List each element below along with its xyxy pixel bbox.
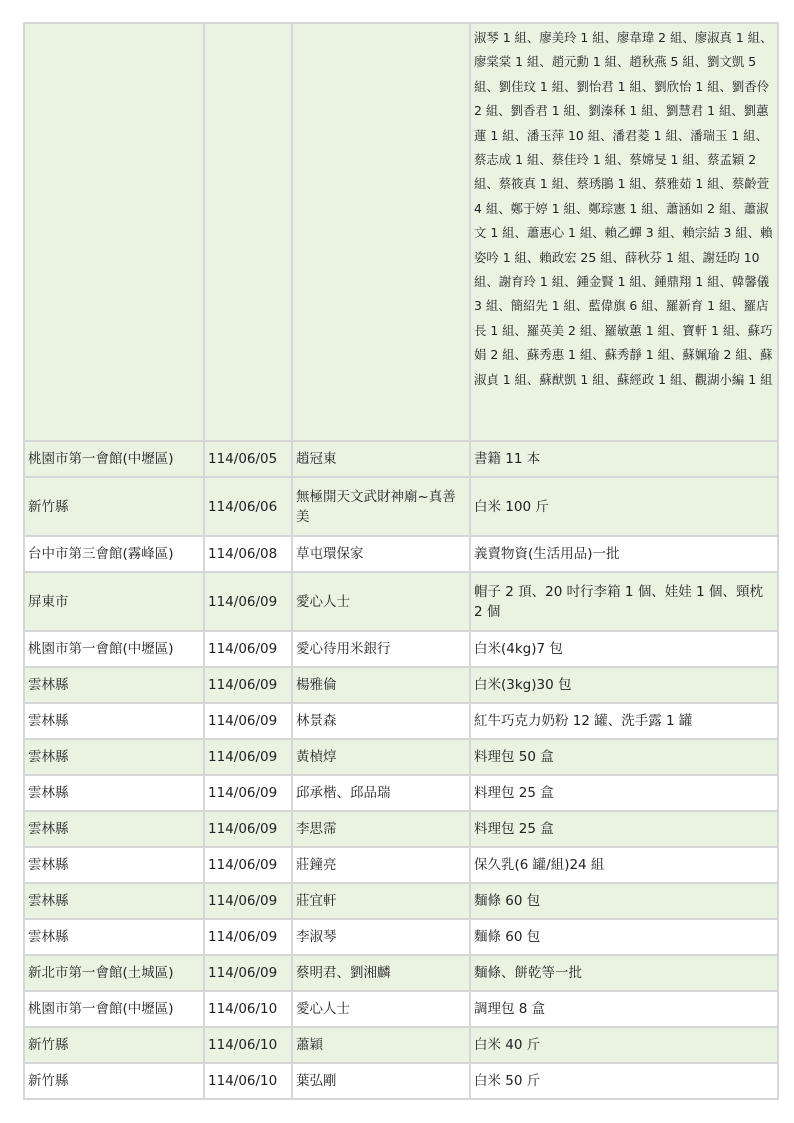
- table-row: [24, 955, 778, 991]
- date-cell: 114/06/09: [204, 955, 292, 991]
- date-cell: 114/06/09: [204, 739, 292, 775]
- donor-cell: 愛心人士: [292, 991, 470, 1027]
- items-cell: 義賣物資(生活用品)一批: [470, 536, 778, 572]
- table-row: [24, 991, 778, 1027]
- items-cell: 白米(3kg)30 包: [470, 667, 778, 703]
- donor-cell: [292, 23, 470, 441]
- location-cell: 雲林縣: [24, 667, 204, 703]
- donor-cell: 莊鐘亮: [292, 847, 470, 883]
- date-cell: 114/06/08: [204, 536, 292, 572]
- items-cell: 白米(4kg)7 包: [470, 631, 778, 667]
- location-cell: 雲林縣: [24, 883, 204, 919]
- donor-cell: 草屯環保家: [292, 536, 470, 572]
- location-cell: 雲林縣: [24, 847, 204, 883]
- items-cell: 料理包 50 盒: [470, 739, 778, 775]
- items-cell: 白米 50 斤: [470, 1063, 778, 1099]
- table-row: [24, 631, 778, 667]
- date-cell: 114/06/09: [204, 847, 292, 883]
- items-cell: 麵條 60 包: [470, 883, 778, 919]
- date-cell: 114/06/09: [204, 775, 292, 811]
- table-row: [24, 775, 778, 811]
- donor-cell: 邱承楷、邱品瑞: [292, 775, 470, 811]
- table-row: [24, 536, 778, 572]
- donor-cell: 黃楨焞: [292, 739, 470, 775]
- location-cell: 新竹縣: [24, 1063, 204, 1099]
- donor-cell: 趙冠東: [292, 441, 470, 477]
- location-cell: 屏東市: [24, 572, 204, 631]
- date-cell: 114/06/09: [204, 703, 292, 739]
- location-cell: [24, 23, 204, 441]
- location-cell: 桃園市第一會館(中壢區): [24, 441, 204, 477]
- table-row: [24, 1027, 778, 1063]
- donor-cell: 李淑琴: [292, 919, 470, 955]
- location-cell: 新竹縣: [24, 1027, 204, 1063]
- date-cell: 114/06/06: [204, 477, 292, 536]
- donor-cell: 林景森: [292, 703, 470, 739]
- table-row: [24, 667, 778, 703]
- donor-cell: 楊雅倫: [292, 667, 470, 703]
- items-cell: 調理包 8 盒: [470, 991, 778, 1027]
- location-cell: 雲林縣: [24, 775, 204, 811]
- table-row: [24, 739, 778, 775]
- items-cell: 麵條、餅乾等一批: [470, 955, 778, 991]
- date-cell: [204, 23, 292, 441]
- items-cell: 白米 100 斤: [470, 477, 778, 536]
- location-cell: 雲林縣: [24, 919, 204, 955]
- donor-cell: 莊宜軒: [292, 883, 470, 919]
- date-cell: 114/06/09: [204, 883, 292, 919]
- table-row: [24, 23, 778, 441]
- table-row: [24, 883, 778, 919]
- items-cell: 料理包 25 盒: [470, 811, 778, 847]
- table-row: [24, 572, 778, 631]
- table-row: [24, 441, 778, 477]
- items-cell: 紅牛巧克力奶粉 12 罐、洗手露 1 罐: [470, 703, 778, 739]
- date-cell: 114/06/10: [204, 1063, 292, 1099]
- location-cell: 新北市第一會館(土城區): [24, 955, 204, 991]
- table-row: [24, 703, 778, 739]
- date-cell: 114/06/09: [204, 667, 292, 703]
- items-cell: 保久乳(6 罐/組)24 組: [470, 847, 778, 883]
- items-cell: 白米 40 斤: [470, 1027, 778, 1063]
- location-cell: 新竹縣: [24, 477, 204, 536]
- items-cell: 麵條 60 包: [470, 919, 778, 955]
- date-cell: 114/06/09: [204, 572, 292, 631]
- location-cell: 桃園市第一會館(中壢區): [24, 631, 204, 667]
- donation-table-body: [24, 23, 778, 1099]
- date-cell: 114/06/09: [204, 919, 292, 955]
- items-cell: 料理包 25 盒: [470, 775, 778, 811]
- donation-table: [23, 22, 779, 1100]
- date-cell: 114/06/10: [204, 991, 292, 1027]
- table-row: [24, 811, 778, 847]
- location-cell: 雲林縣: [24, 811, 204, 847]
- donor-cell: 愛心待用米銀行: [292, 631, 470, 667]
- donor-cell: 蕭穎: [292, 1027, 470, 1063]
- donor-cell: 葉弘剛: [292, 1063, 470, 1099]
- items-cell: 淑琴 1 組、廖美玲 1 組、廖韋瑋 2 組、廖淑真 1 組、廖棠棠 1 組、趙元勳 1 組、趙秋燕 5 組、劉文凱 5 組、劉佳玟 1 組、劉怡君 1 組、劉欣怡 1 組、劉香伶 2 組、劉香君 1 組、劉溱秝 1 組、劉慧君 1 組、劉蕙蓮 1 組、潘玉萍 10 組、潘君菱 1 組、潘瑞玉 1 組、蔡志成 1 組、蔡佳玲 1 組、蔡嫦旻 1 組、蔡孟穎 2 組、蔡筱真 1 組、蔡琇鵑 1 組、蔡雅茹 1 組、蔡齡萱 4 組、鄭于婷 1 組、鄭琮憲 1 組、蕭涵如 2 組、蕭淑文 1 組、蕭惠心 1 組、賴乙蟬 3 組、賴宗結 3 組、賴姿吟 1 組、賴政宏 25 組、薛秋芬 1 組、謝廷昀 10 組、謝育玲 1 組、鍾金賢 1 組、鍾鼎翔 1 組、韓馨儀 3 組、簡紹先 1 組、藍偉旗 6 組、羅新育 1 組、羅店長 1 組、羅英美 2 組、羅敏蕙 1 組、寶軒 1 組、蘇巧娟 2 組、蘇秀惠 1 組、蘇秀靜 1 組、蘇姵瑜 2 組、蘇淑貞 1 組、蘇猷凱 1 組、蘇經政 1 組、觀湖小編 1 組: [470, 23, 778, 441]
- donor-cell: 愛心人士: [292, 572, 470, 631]
- donor-cell: 無極開天文武財神廟~真善美: [292, 477, 470, 536]
- table-row: [24, 919, 778, 955]
- location-cell: 雲林縣: [24, 739, 204, 775]
- date-cell: 114/06/10: [204, 1027, 292, 1063]
- date-cell: 114/06/09: [204, 631, 292, 667]
- date-cell: 114/06/09: [204, 811, 292, 847]
- table-row: [24, 477, 778, 536]
- table-row: [24, 847, 778, 883]
- location-cell: 桃園市第一會館(中壢區): [24, 991, 204, 1027]
- items-cell: 帽子 2 頂、20 吋行李箱 1 個、娃娃 1 個、頸枕 2 個: [470, 572, 778, 631]
- table-row: [24, 1063, 778, 1099]
- donor-cell: 蔡明君、劉湘麟: [292, 955, 470, 991]
- donor-cell: 李思霈: [292, 811, 470, 847]
- location-cell: 台中市第三會館(霧峰區): [24, 536, 204, 572]
- location-cell: 雲林縣: [24, 703, 204, 739]
- date-cell: 114/06/05: [204, 441, 292, 477]
- items-cell: 書籍 11 本: [470, 441, 778, 477]
